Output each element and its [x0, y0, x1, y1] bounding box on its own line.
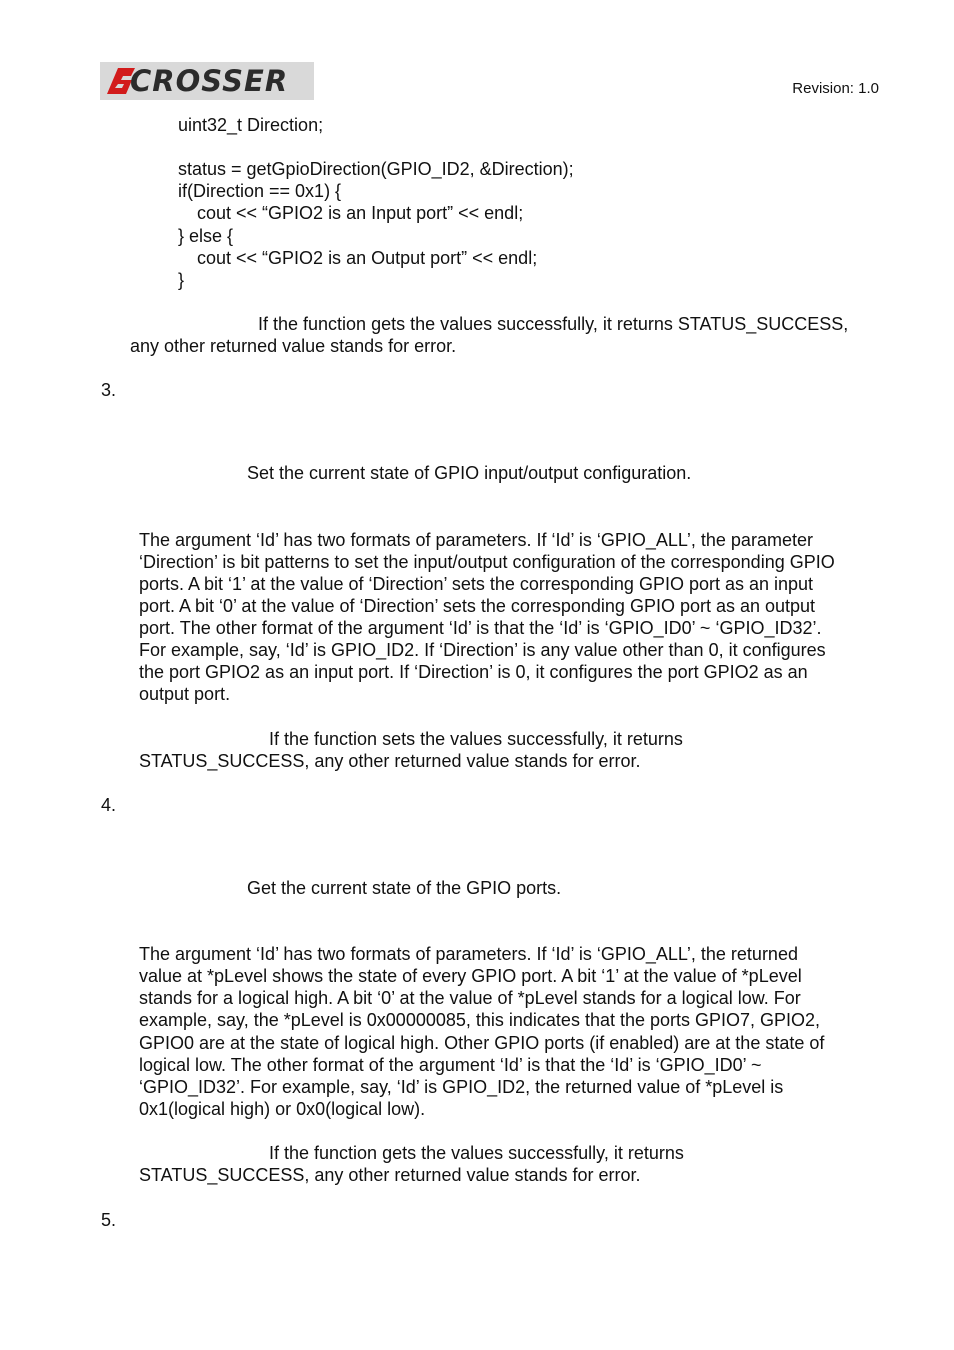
- description-text: Get the current state of the GPIO ports.: [247, 878, 562, 898]
- code-line: status = getGpioDirection(GPIO_ID2, &Direction);: [178, 159, 574, 179]
- return-value-text: any other returned value stands for error.: [130, 336, 457, 356]
- return-value-text: STATUS_SUCCESS, any other returned value stands for error.: [139, 1165, 641, 1185]
- parameters-line: 0x1(logical high) or 0x0(logical low).: [139, 1099, 426, 1119]
- parameters-line: The argument ‘Id’ has two formats of parameters. If ‘Id’ is ‘GPIO_ALL’, the returned: [139, 944, 798, 964]
- code-line: cout << “GPIO2 is an Input port” << endl;: [197, 203, 524, 223]
- description-text: Set the current state of GPIO input/output configuration.: [247, 463, 692, 483]
- parameters-line: the port GPIO2 as an input port. If ‘Direction’ is 0, it configures the port GPIO2 as an: [139, 662, 808, 682]
- parameters-line: logical low. The other format of the argument ‘Id’ is that the ‘Id’ is ‘GPIO_ID0’ ~: [139, 1055, 762, 1075]
- section-number: 5.: [101, 1210, 117, 1230]
- code-line: }: [178, 270, 185, 290]
- return-value-text: If the function sets the values successfully, it returns: [269, 729, 683, 749]
- parameters-line: ports. A bit ‘1’ at the value of ‘Direction’ sets the corresponding GPIO port as an input: [139, 574, 814, 594]
- parameters-line: The argument ‘Id’ has two formats of parameters. If ‘Id’ is ‘GPIO_ALL’, the parameter: [139, 530, 813, 550]
- section-number: 4.: [101, 795, 117, 815]
- return-value-text: If the function gets the values successfully, it returns: [269, 1143, 684, 1163]
- parameters-line: port. A bit ‘0’ at the value of ‘Direction’ sets the corresponding GPIO port as an output: [139, 596, 816, 616]
- code-line: uint32_t Direction;: [178, 115, 324, 135]
- parameters-line: value at *pLevel shows the state of every GPIO port. A bit ‘1’ at the value of *pLevel: [139, 966, 802, 986]
- revision-label: Revision: 1.0: [792, 80, 879, 97]
- parameters-line: stands for a logical high. A bit ‘0’ at the value of *pLevel stands for a logical low. For: [139, 988, 801, 1008]
- parameters-line: ‘Direction’ is bit patterns to set the input/output configuration of the corresponding GPIO: [139, 552, 835, 572]
- code-line: } else {: [178, 226, 234, 246]
- code-line: cout << “GPIO2 is an Output port” << endl;: [197, 248, 538, 268]
- parameters-line: For example, say, ‘Id’ is GPIO_ID2. If ‘Direction’ is any value other than 0, it configures: [139, 640, 826, 660]
- parameters-line: GPIO0 are at the state of logical high. Other GPIO ports (if enabled) are at the state of: [139, 1033, 825, 1053]
- return-value-text: If the function gets the values successfully, it returns STATUS_SUCCESS,: [258, 314, 849, 334]
- section-number: 3.: [101, 380, 117, 400]
- code-line: if(Direction == 0x1) {: [178, 181, 342, 201]
- parameters-line: port. The other format of the argument ‘Id’ is that the ‘Id’ is ‘GPIO_ID0’ ~ ‘GPIO_ID32’.: [139, 618, 822, 638]
- parameters-line: output port.: [139, 684, 231, 704]
- parameters-line: example, say, the *pLevel is 0x00000085, this indicates that the ports GPIO7, GPIO2,: [139, 1010, 821, 1030]
- logo-text: CROSSER: [130, 64, 289, 98]
- acrosser-logo: [100, 62, 314, 100]
- parameters-line: ‘GPIO_ID32’. For example, say, ‘Id’ is GPIO_ID2, the returned value of *pLevel is: [139, 1077, 784, 1097]
- return-value-text: STATUS_SUCCESS, any other returned value stands for error.: [139, 751, 641, 771]
